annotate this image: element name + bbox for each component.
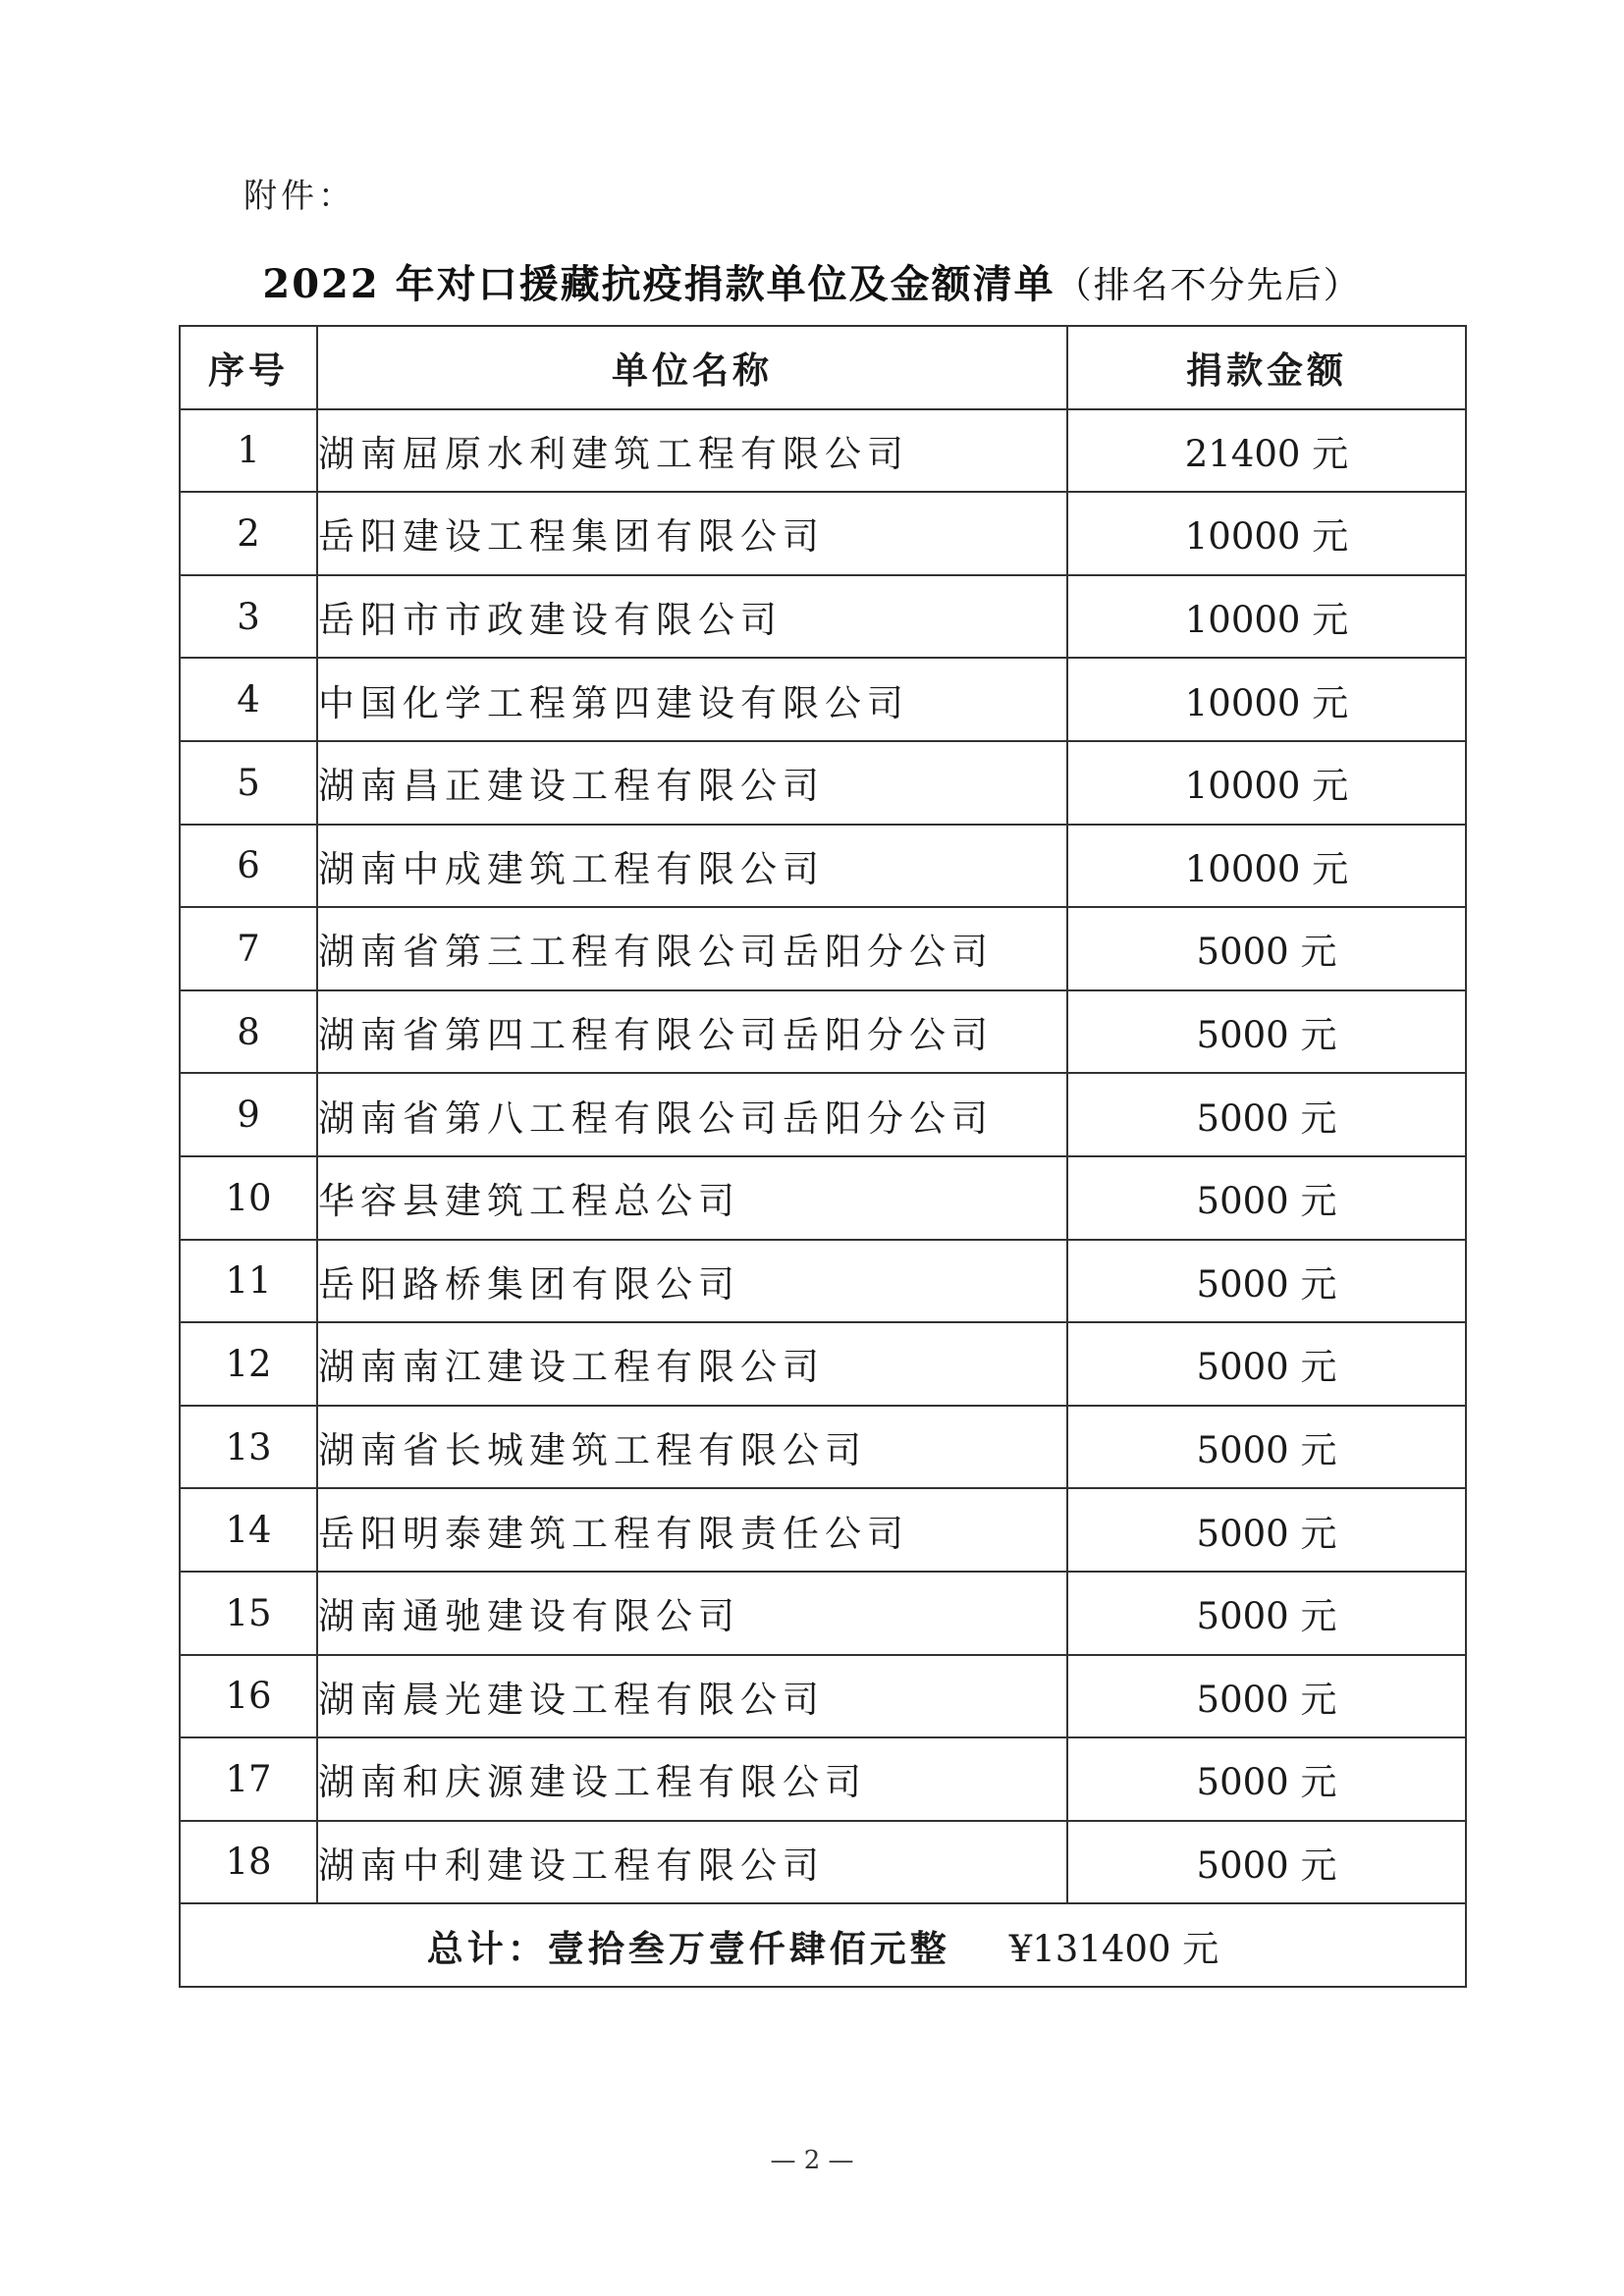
table-row	[180, 741, 1466, 825]
row-name: 湖南昌正建设工程有限公司	[317, 741, 1067, 825]
row-amount: 10000 元	[1067, 741, 1466, 825]
row-name: 岳阳路桥集团有限公司	[317, 1240, 1067, 1323]
total-row	[180, 1903, 1466, 1987]
row-name: 湖南省第八工程有限公司岳阳分公司	[317, 1073, 1067, 1156]
table-row	[180, 1655, 1466, 1738]
title-note: （排名不分先后）	[1055, 264, 1362, 306]
row-name: 湖南中利建设工程有限公司	[317, 1821, 1067, 1904]
row-index: 5	[180, 741, 317, 825]
document-title	[0, 253, 1624, 309]
table-row	[180, 1406, 1466, 1489]
table-row	[180, 825, 1466, 908]
row-amount: 10000 元	[1067, 575, 1466, 659]
row-index: 7	[180, 907, 317, 990]
row-name: 湖南省第四工程有限公司岳阳分公司	[317, 990, 1067, 1074]
table-row	[180, 907, 1466, 990]
table-row	[180, 990, 1466, 1074]
row-name: 岳阳明泰建筑工程有限责任公司	[317, 1488, 1067, 1572]
table-row	[180, 1572, 1466, 1655]
row-amount: 5000 元	[1067, 1737, 1466, 1821]
header-name: 单位名称	[317, 326, 1067, 409]
row-amount: 10000 元	[1067, 492, 1466, 575]
row-amount: 5000 元	[1067, 1821, 1466, 1904]
header-amount: 捐款金额	[1067, 326, 1466, 409]
table-row	[180, 1240, 1466, 1323]
row-amount: 5000 元	[1067, 1572, 1466, 1655]
row-amount: 10000 元	[1067, 825, 1466, 908]
row-index: 14	[180, 1488, 317, 1572]
table-row	[180, 658, 1466, 741]
table-row	[180, 1737, 1466, 1821]
row-amount: 5000 元	[1067, 1073, 1466, 1156]
table-row	[180, 575, 1466, 659]
row-index: 10	[180, 1156, 317, 1240]
row-name: 岳阳建设工程集团有限公司	[317, 492, 1067, 575]
row-amount: 5000 元	[1067, 1322, 1466, 1406]
total-label: 总计：壹拾叁万壹仟肆佰元整	[426, 1926, 950, 1970]
table-header-row	[180, 326, 1466, 409]
row-name: 湖南省长城建筑工程有限公司	[317, 1406, 1067, 1489]
row-name: 湖南屈原水利建筑工程有限公司	[317, 409, 1067, 493]
row-index: 11	[180, 1240, 317, 1323]
row-amount: 21400 元	[1067, 409, 1466, 493]
row-amount: 5000 元	[1067, 1655, 1466, 1738]
page-number: — 2 —	[770, 2146, 854, 2175]
table-row	[180, 1073, 1466, 1156]
row-index: 16	[180, 1655, 317, 1738]
table-row	[180, 409, 1466, 493]
row-amount: 5000 元	[1067, 990, 1466, 1074]
row-name: 湖南中成建筑工程有限公司	[317, 825, 1067, 908]
row-name: 湖南晨光建设工程有限公司	[317, 1655, 1067, 1738]
row-index: 9	[180, 1073, 317, 1156]
row-index: 17	[180, 1737, 317, 1821]
row-amount: 5000 元	[1067, 907, 1466, 990]
row-name: 湖南省第三工程有限公司岳阳分公司	[317, 907, 1067, 990]
row-name: 岳阳市市政建设有限公司	[317, 575, 1067, 659]
title-main: 2022 年对口援藏抗疫捐款单位及金额清单	[262, 261, 1056, 307]
row-index: 8	[180, 990, 317, 1074]
table-row	[180, 1488, 1466, 1572]
row-index: 6	[180, 825, 317, 908]
row-name: 湖南通驰建设有限公司	[317, 1572, 1067, 1655]
row-amount: 5000 元	[1067, 1240, 1466, 1323]
row-name: 中国化学工程第四建设有限公司	[317, 658, 1067, 741]
row-index: 3	[180, 575, 317, 659]
row-index: 2	[180, 492, 317, 575]
row-amount: 10000 元	[1067, 658, 1466, 741]
row-index: 13	[180, 1406, 317, 1489]
row-amount: 5000 元	[1067, 1406, 1466, 1489]
table-row	[180, 1821, 1466, 1904]
table-row	[180, 1156, 1466, 1240]
total-cell	[180, 1903, 1466, 1987]
row-name: 湖南和庆源建设工程有限公司	[317, 1737, 1067, 1821]
attachment-label: 附件：	[244, 177, 355, 216]
table-row	[180, 1322, 1466, 1406]
total-amount: ¥131400 元	[1008, 1927, 1219, 1970]
row-amount: 5000 元	[1067, 1488, 1466, 1572]
header-index: 序号	[180, 326, 317, 409]
row-index: 18	[180, 1821, 317, 1904]
row-name: 华容县建筑工程总公司	[317, 1156, 1067, 1240]
row-index: 4	[180, 658, 317, 741]
row-index: 12	[180, 1322, 317, 1406]
donation-table	[179, 325, 1467, 1988]
row-index: 1	[180, 409, 317, 493]
table-row	[180, 492, 1466, 575]
row-index: 15	[180, 1572, 317, 1655]
row-amount: 5000 元	[1067, 1156, 1466, 1240]
row-name: 湖南南江建设工程有限公司	[317, 1322, 1067, 1406]
